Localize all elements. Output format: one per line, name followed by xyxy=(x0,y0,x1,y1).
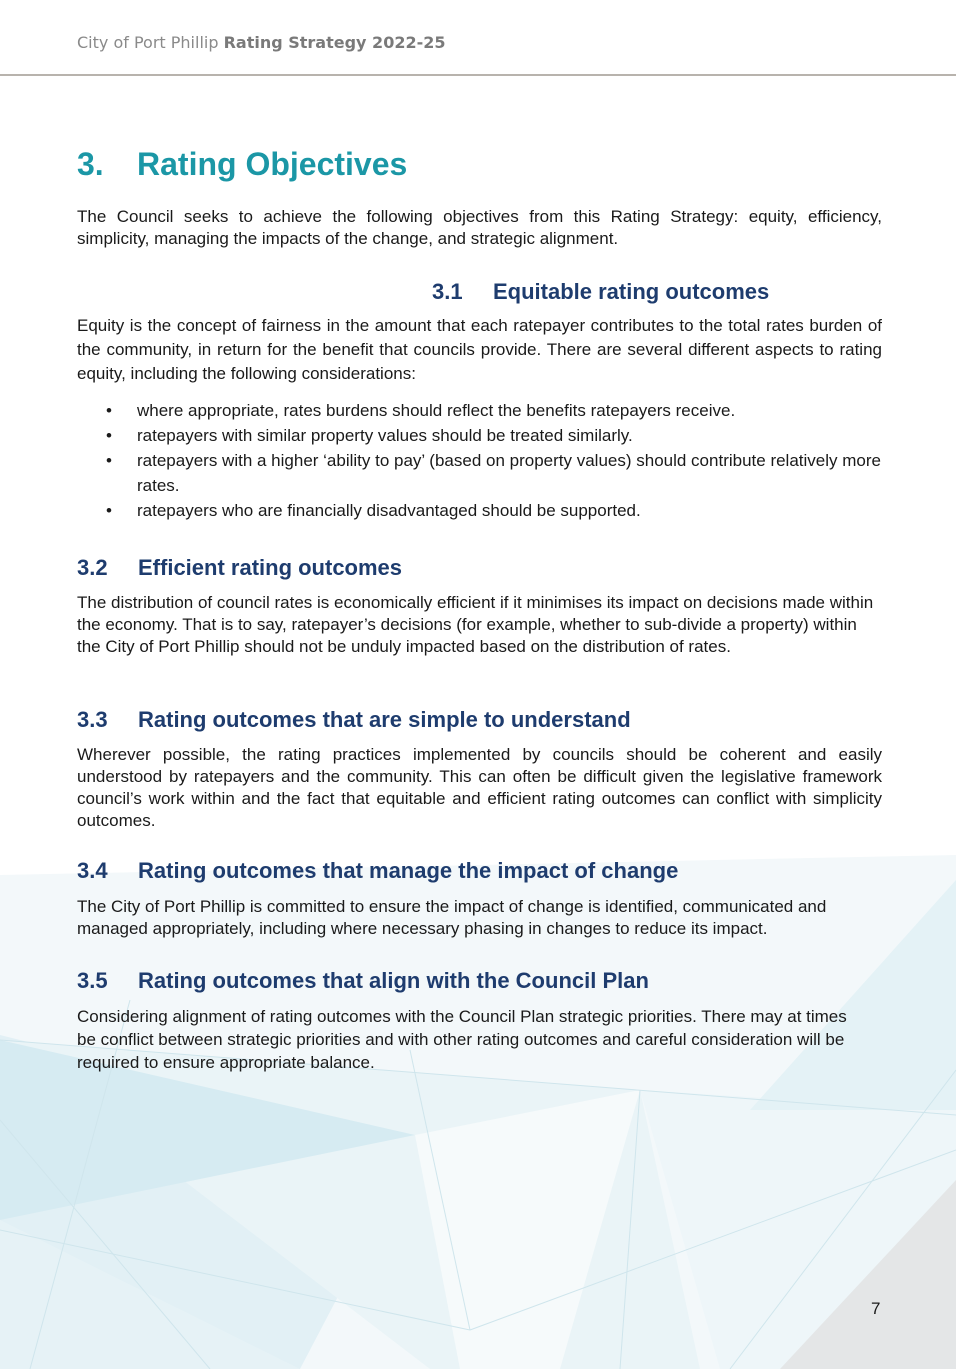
equity-considerations-list xyxy=(77,398,882,523)
header-doc-title: Rating Strategy 2022-25 xyxy=(223,33,446,52)
subsection-title: Rating outcomes that manage the impact of change xyxy=(138,858,679,883)
list-item: • where appropriate, rates burdens should reflect the benefits ratepayers receive. xyxy=(77,398,882,423)
subsection-heading-3-2 xyxy=(77,555,402,581)
subsection-title: Rating outcomes that align with the Council Plan xyxy=(138,968,649,993)
subsection-title: Equitable rating outcomes xyxy=(493,279,770,304)
subsection-title: Rating outcomes that are simple to understand xyxy=(138,707,631,732)
subsection-heading-3-1 xyxy=(432,279,769,305)
subsection-heading-3-4 xyxy=(77,858,678,884)
bullet-icon: • xyxy=(106,501,112,520)
page-number: 7 xyxy=(871,1299,881,1318)
list-item: • ratepayers with similar property values should be treated similarly. xyxy=(77,423,882,448)
header-divider xyxy=(0,74,956,76)
subsection-number: 3.5 xyxy=(77,968,108,993)
subsection-title: Efficient rating outcomes xyxy=(138,555,403,580)
subsection-body-3-2: The distribution of council rates is economically efficient if it minimises its impact on decisions made within the economy. That is to say, ratepayer’s decisions (for example, whether to sub-divide a property) within the City of Port Phillip should not be unduly impacted based on the distribution of rates. xyxy=(77,593,874,656)
list-item: • ratepayers with a higher ‘ability to pay’ (based on property values) should contribute relatively more rates. xyxy=(77,448,882,498)
subsection-heading-3-5 xyxy=(77,968,649,994)
subsection-body-3-5: Considering alignment of rating outcomes with the Council Plan strategic priorities. There may at times be conflict between strategic priorities and with other rating outcomes and careful consideration will be required to ensure appropriate balance. xyxy=(77,1007,847,1072)
bullet-icon: • xyxy=(106,426,112,445)
subsection-body-3-1: Equity is the concept of fairness in the amount that each ratepayer contributes to the total rates burden of the community, in return for the benefit that councils provide. There are several different aspects to rating equity, including the following considerations: xyxy=(77,316,882,383)
bullet-icon: • xyxy=(106,451,112,470)
subsection-number: 3.4 xyxy=(77,858,108,883)
subsection-number: 3.1 xyxy=(432,279,463,304)
section-heading xyxy=(77,146,407,183)
subsection-number: 3.2 xyxy=(77,555,108,580)
section-intro: The Council seeks to achieve the following objectives from this Rating Strategy: equity, efficiency, simplicity, managing the impacts of the change, and strategic alignment. xyxy=(77,207,882,248)
subsection-number: 3.3 xyxy=(77,707,108,732)
list-item: • ratepayers who are financially disadvantaged should be supported. xyxy=(77,498,882,523)
header-org: City of Port Phillip xyxy=(77,33,219,52)
section-number: 3. xyxy=(77,146,104,182)
bullet-icon: • xyxy=(106,401,112,420)
subsection-body-3-3: Wherever possible, the rating practices implemented by councils should be coherent and easily understood by ratepayers and the community. This can often be difficult given the legislative framework council’s work within and the fact that equitable and efficient rating outcomes can conflict with simplicity outcomes. xyxy=(77,745,882,830)
section-title: Rating Objectives xyxy=(137,146,408,182)
subsection-heading-3-3 xyxy=(77,707,631,733)
running-header xyxy=(77,33,446,52)
subsection-body-3-4: The City of Port Phillip is committed to ensure the impact of change is identified, communicated and managed appropriately, including where necessary phasing in changes to reduce its impact. xyxy=(77,897,827,938)
